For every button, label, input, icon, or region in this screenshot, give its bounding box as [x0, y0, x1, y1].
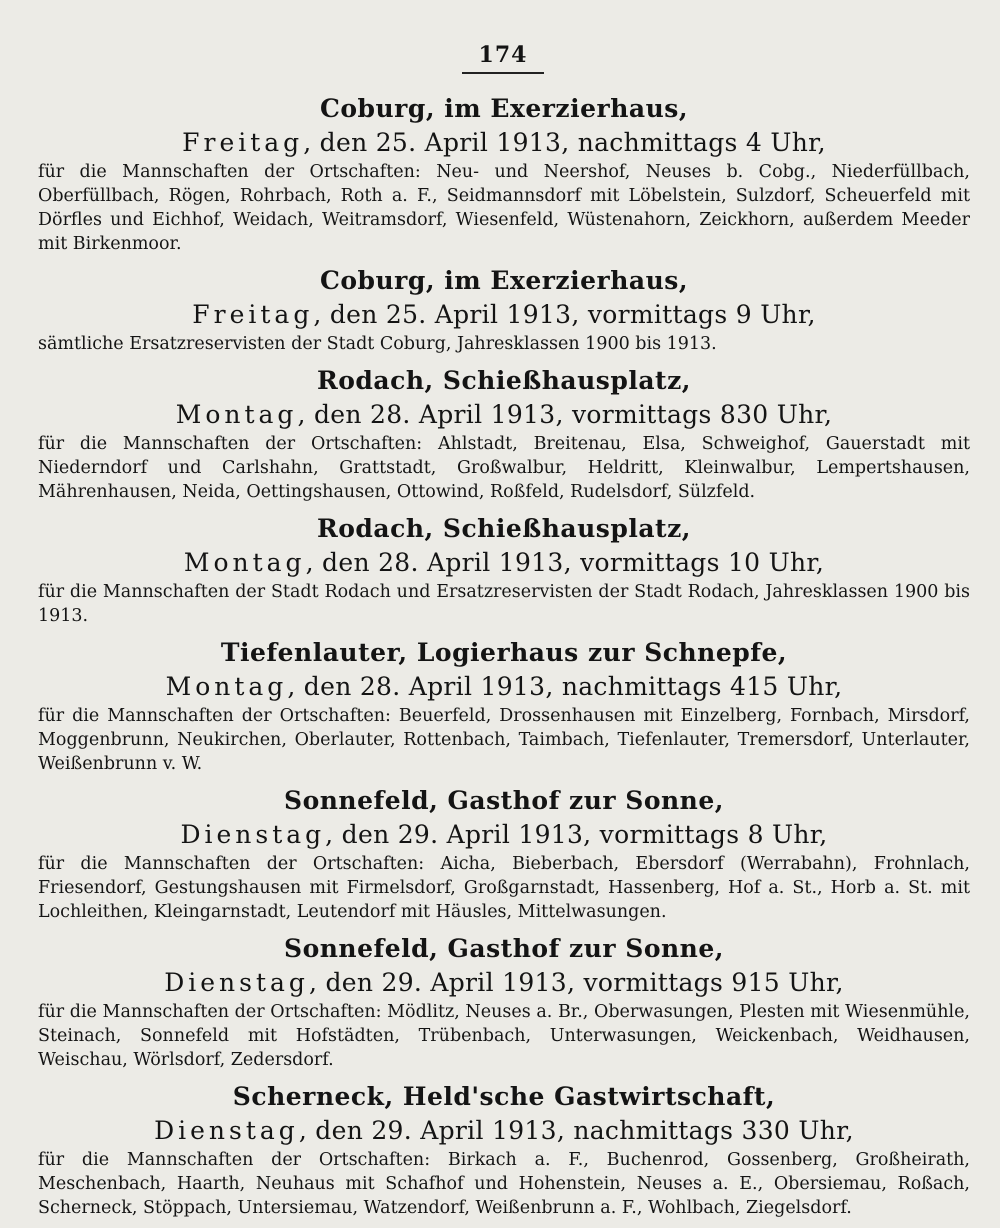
- entry-text: für die Mannschaften der Ortschaften: Mödlitz, Neuses a. Br., Oberwasungen, Plesten mit Wiesenmühle, Steinach, Sonnefeld mit Hofstädten, Trübenbach, Unterwasungen, Weickenbach, Weidhausen, Weischau, Wörlsdorf, Zedersdorf.: [38, 1002, 970, 1070]
- entry-weekday: Freitag: [192, 300, 314, 329]
- entry-datetime: , den 29. April 1913, vormittags 915 Uhr,: [308, 968, 844, 997]
- entry-text: für die Mannschaften der Ortschaften: Aicha, Bieberbach, Ebersdorf (Werrabahn), Frohnlach, Friesendorf, Gestungshausen mit Firmelsdorf, Großgarnstadt, Hassenberg, Hof a. St., Horb a. St. mit Lochleithen, Kleingarnstadt, Leutendorf mit Häusles, Mittelwasungen.: [38, 854, 970, 922]
- entry-location: Scherneck, Held'sche Gastwirtschaft,: [232, 1082, 776, 1111]
- entry-date: [38, 966, 970, 1000]
- announcement-entry: [38, 1080, 970, 1220]
- entry-weekday: Dienstag: [164, 968, 309, 997]
- announcement-entry: [38, 932, 970, 1072]
- entry-text: für die Mannschaften der Ortschaften: Neu- und Neershof, Neuses b. Cobg., Niederfüllbach, Oberfüllbach, Rögen, Rohrbach, Roth a. F., Seidmannsdorf mit Löbelstein, Sulzdorf, Scheuerfeld mit Dörfles und Eichhof, Weidach, Weitramsdorf, Wiesenfeld, Wüstenahorn, Zeickhorn, außerdem Meeder mit Birkenmoor.: [38, 162, 970, 254]
- entry-datetime: , den 25. April 1913, vormittags 9 Uhr,: [313, 300, 816, 329]
- entry-datetime: , den 29. April 1913, vormittags 8 Uhr,: [325, 820, 828, 849]
- entry-location: Coburg, im Exerzierhaus,: [319, 94, 689, 123]
- entry-datetime: , den 28. April 1913, vormittags 10 Uhr,: [305, 548, 825, 577]
- entry-date: [38, 398, 970, 432]
- entry-weekday: Dienstag: [154, 1116, 299, 1145]
- announcement-entry: [38, 92, 970, 256]
- entry-date: [38, 670, 970, 704]
- announcement-entry: [38, 784, 970, 924]
- entry-datetime: , den 25. April 1913, nachmittags 4 Uhr,: [303, 128, 826, 157]
- entry-location: Rodach, Schießhausplatz,: [316, 366, 692, 395]
- entry-date: [38, 126, 970, 160]
- entry-location: Rodach, Schießhausplatz,: [316, 514, 692, 543]
- entry-weekday: Montag: [183, 548, 306, 577]
- entry-text: für die Mannschaften der Ortschaften: Ahlstadt, Breitenau, Elsa, Schweighof, Gauerstadt mit Niederndorf und Carlshahn, Grattstadt, Großwalbur, Heldritt, Kleinwalbur, Lempertshausen, Mährenhausen, Neida, Oettingshausen, Ottowind, Roßfeld, Rudelsdorf, Sülzfeld.: [38, 434, 970, 502]
- entry-weekday: Montag: [165, 672, 288, 701]
- entry-location: Coburg, im Exerzierhaus,: [319, 266, 689, 295]
- entry-text: sämtliche Ersatzreservisten der Stadt Coburg, Jahresklassen 1900 bis 1913.: [38, 334, 717, 354]
- entry-date: [38, 298, 970, 332]
- entry-datetime: , den 28. April 1913, nachmittags 415 Uhr,: [287, 672, 843, 701]
- entry-datetime: , den 29. April 1913, nachmittags 330 Uhr,: [298, 1116, 854, 1145]
- entry-datetime: , den 28. April 1913, vormittags 830 Uhr,: [297, 400, 833, 429]
- entry-location: Sonnefeld, Gasthof zur Sonne,: [284, 786, 724, 815]
- entry-text: für die Mannschaften der Ortschaften: Birkach a. F., Buchenrod, Gossenberg, Großheirath, Meschenbach, Haarth, Neuhaus mit Schafhof und Hohenstein, Neuses a. E., Obersiemau, Roßach, Scherneck, Stöppach, Untersiemau, Watzendorf, Weißenbrunn a. F., Wohlbach, Ziegelsdorf.: [38, 1150, 970, 1218]
- page-number-rule: [462, 72, 544, 74]
- entry-date: [38, 1114, 970, 1148]
- entry-date: [38, 546, 970, 580]
- entry-text: für die Mannschaften der Stadt Rodach und Ersatzreservisten der Stadt Rodach, Jahresklassen 1900 bis 1913.: [38, 582, 970, 626]
- announcement-entry: [38, 364, 970, 504]
- page-number: 174: [478, 42, 528, 68]
- entry-weekday: Montag: [175, 400, 298, 429]
- announcement-list: [38, 92, 970, 1228]
- entry-weekday: Dienstag: [180, 820, 326, 849]
- announcement-entry: [38, 512, 970, 628]
- entry-text: für die Mannschaften der Ortschaften: Beuerfeld, Drossenhausen mit Einzelberg, Fornbach, Mirsdorf, Moggenbrunn, Neukirchen, Oberlauter, Rottenbach, Taimbach, Tiefenlauter, Tremersdorf, Unterlauter, Weißenbrunn v. W.: [38, 706, 970, 774]
- announcement-entry: [38, 636, 970, 776]
- entry-location: Sonnefeld, Gasthof zur Sonne,: [284, 934, 724, 963]
- entry-date: [38, 818, 970, 852]
- announcement-entry: [38, 264, 970, 356]
- entry-weekday: Freitag: [182, 128, 304, 157]
- entry-location: Tiefenlauter, Logierhaus zur Schnepfe,: [220, 638, 788, 667]
